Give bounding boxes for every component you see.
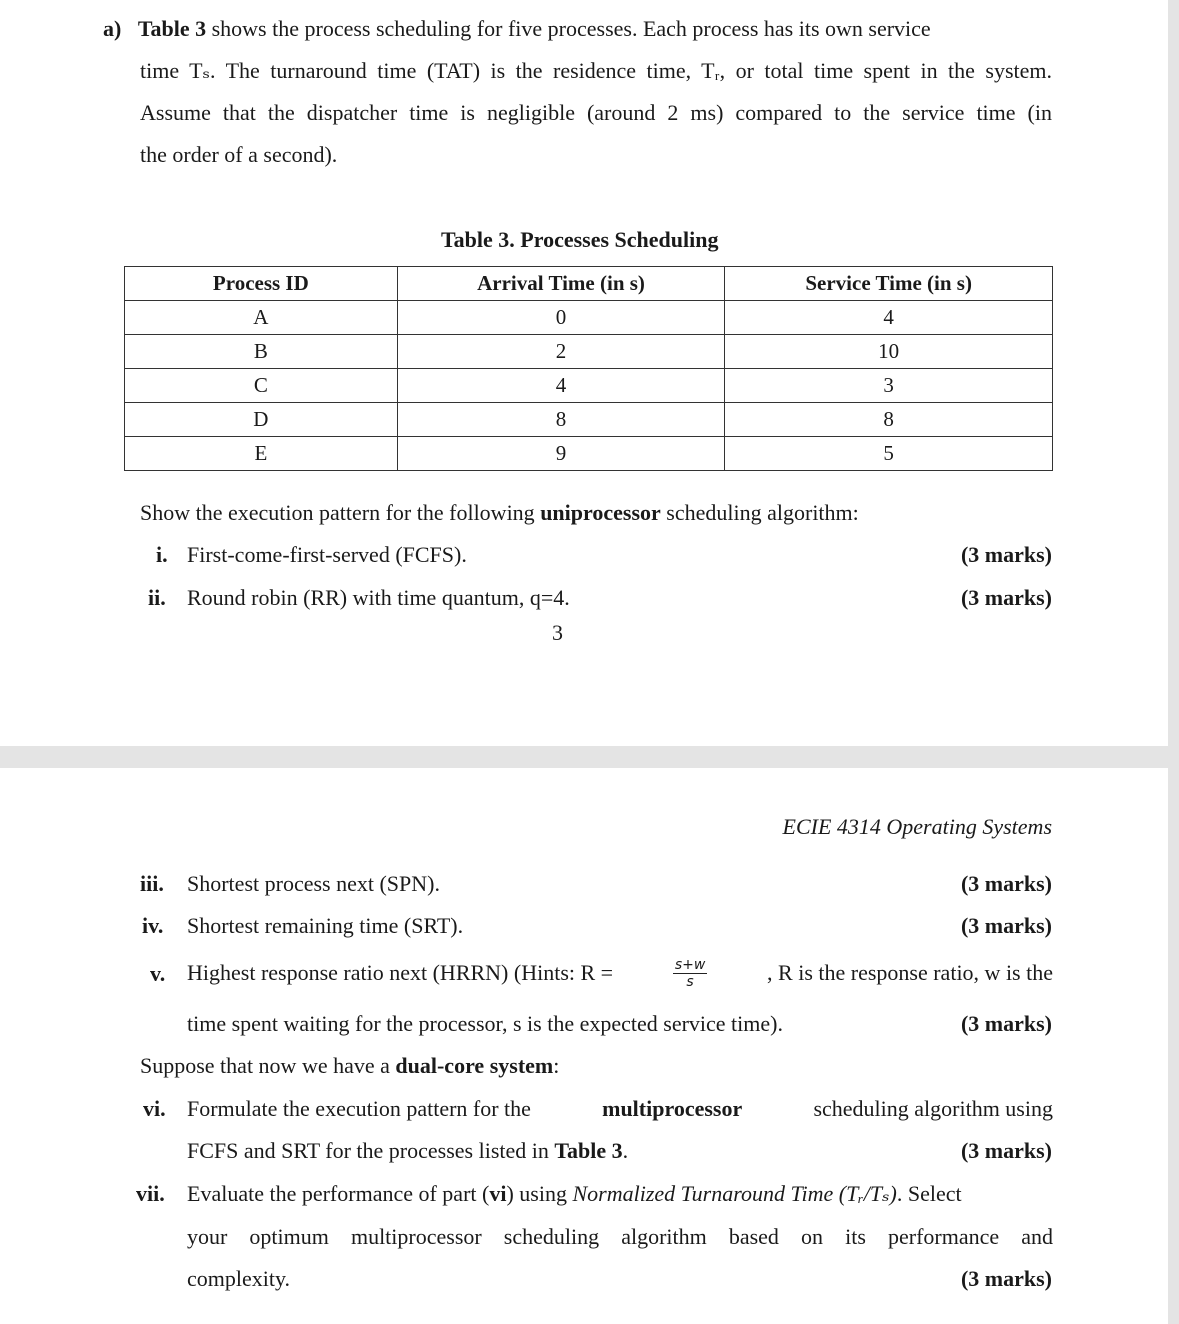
service-time-cell: 4 xyxy=(725,301,1053,335)
vi-line2-post: . xyxy=(622,1138,629,1163)
vi-line2-pre: FCFS and SRT for the processes listed in xyxy=(187,1138,555,1163)
arrival-time-cell: 9 xyxy=(397,437,725,471)
dual-core-bold: dual-core system xyxy=(395,1053,554,1078)
item-iv xyxy=(142,913,163,939)
table-row xyxy=(125,437,1053,471)
vii-line1-mid: ) using xyxy=(506,1181,573,1206)
item-vi-marks: (3 marks) xyxy=(960,1138,1052,1163)
item-v xyxy=(150,961,165,987)
vi-line2-bold: Table 3 xyxy=(554,1138,623,1163)
process-id-cell: B xyxy=(125,335,398,369)
item-iii xyxy=(140,871,164,897)
item-ii xyxy=(148,585,166,611)
header-arrival-time: Arrival Time (in s) xyxy=(397,267,725,301)
item-vii xyxy=(136,1181,165,1207)
question-line-2: time Tₛ. The turnaround time (TAT) is the residence time, Tᵣ, or total time spent in the system. xyxy=(140,58,1052,83)
item-number: vi. xyxy=(143,1096,166,1121)
instructions-pre: Show the execution pattern for the following xyxy=(140,500,541,525)
table-ref: Table 3 xyxy=(137,16,207,41)
hrrn-text-pre: Highest response ratio next (HRRN) (Hints: R = xyxy=(187,960,614,985)
item-v-line1 xyxy=(187,950,1053,996)
item-number: iii. xyxy=(140,871,164,896)
process-table xyxy=(124,266,1053,471)
item-iv-text: Shortest remaining time (SRT). xyxy=(187,913,464,938)
header-process-id: Process ID xyxy=(125,267,398,301)
item-vi xyxy=(143,1096,166,1122)
item-ii-marks: (3 marks) xyxy=(960,585,1052,610)
fraction-denominator: s xyxy=(686,973,694,990)
process-id-cell: A xyxy=(125,301,398,335)
question-label: a) xyxy=(103,16,122,41)
vii-line1-post: . Select xyxy=(896,1181,962,1206)
item-number: ii. xyxy=(148,585,166,610)
arrival-time-cell: 2 xyxy=(397,335,725,369)
page-2 xyxy=(0,768,1168,1324)
item-vi-line2 xyxy=(187,1138,628,1164)
service-time-cell: 8 xyxy=(725,403,1053,437)
service-time-cell: 10 xyxy=(725,335,1053,369)
normalized-tat-formula: (Tᵣ/Tₛ) xyxy=(833,1181,897,1206)
vi-line1-bold: multiprocessor xyxy=(602,1096,743,1121)
question-line-1 xyxy=(103,16,931,42)
vii-line1-bold: vi xyxy=(489,1181,507,1206)
hrrn-text-post: , R is the response ratio, w is the xyxy=(767,960,1053,985)
item-vii-line2: your optimum multiprocessor scheduling algorithm based on its performance and xyxy=(187,1224,1053,1249)
vi-line1-post: scheduling algorithm using xyxy=(813,1096,1053,1121)
table-row xyxy=(125,301,1053,335)
item-number: vii. xyxy=(136,1181,165,1206)
vii-line1-italic: Normalized Turnaround Time xyxy=(572,1181,834,1206)
item-v-marks: (3 marks) xyxy=(960,1011,1052,1036)
header-service-time: Service Time (in s) xyxy=(725,267,1053,301)
item-vi-line1 xyxy=(187,1096,1053,1122)
item-number: i. xyxy=(156,542,168,567)
service-time-cell: 5 xyxy=(725,437,1053,471)
vii-line1-pre: Evaluate the performance of part ( xyxy=(187,1181,490,1206)
item-number: iv. xyxy=(142,913,164,938)
item-iii-marks: (3 marks) xyxy=(960,871,1052,896)
item-number: v. xyxy=(150,961,166,986)
item-i xyxy=(156,542,168,568)
question-line-3: Assume that the dispatcher time is negligible (around 2 ms) compared to the service time (in xyxy=(140,100,1052,125)
fraction-numerator: s+w xyxy=(674,956,706,973)
item-vii-line3: complexity. xyxy=(187,1266,291,1291)
process-id-cell: E xyxy=(125,437,398,471)
item-ii-text: Round robin (RR) with time quantum, q=4. xyxy=(187,585,570,610)
response-ratio-fraction xyxy=(673,957,707,990)
process-id-cell: C xyxy=(125,369,398,403)
question-line1-text: shows the process scheduling for five processes. Each process has its own service xyxy=(206,16,931,41)
course-header: ECIE 4314 Operating Systems xyxy=(782,814,1052,839)
instructions-bold: uniprocessor xyxy=(540,500,661,525)
item-iii-text: Shortest process next (SPN). xyxy=(187,871,440,896)
instructions-line xyxy=(140,500,859,526)
question-line-4: the order of a second). xyxy=(140,142,338,167)
arrival-time-cell: 4 xyxy=(397,369,725,403)
table-row xyxy=(125,335,1053,369)
dual-core-pre: Suppose that now we have a xyxy=(140,1053,396,1078)
item-i-marks: (3 marks) xyxy=(960,542,1052,567)
page-number: 3 xyxy=(552,620,563,645)
item-vii-marks: (3 marks) xyxy=(960,1266,1052,1291)
arrival-time-cell: 8 xyxy=(397,403,725,437)
table-header-row xyxy=(125,267,1053,301)
vi-line1-pre: Formulate the execution pattern for the xyxy=(187,1096,531,1121)
arrival-time-cell: 0 xyxy=(397,301,725,335)
table-row xyxy=(125,403,1053,437)
table-caption: Table 3. Processes Scheduling xyxy=(441,227,719,252)
instructions-post: scheduling algorithm: xyxy=(660,500,859,525)
dual-core-post: : xyxy=(553,1053,560,1078)
item-v-line2: time spent waiting for the processor, s is the expected service time). xyxy=(187,1011,783,1036)
item-iv-marks: (3 marks) xyxy=(960,913,1052,938)
item-i-text: First-come-first-served (FCFS). xyxy=(187,542,467,567)
dual-core-line xyxy=(140,1053,559,1079)
item-vii-line1 xyxy=(187,1181,962,1207)
process-id-cell: D xyxy=(125,403,398,437)
table-row xyxy=(125,369,1053,403)
service-time-cell: 3 xyxy=(725,369,1053,403)
